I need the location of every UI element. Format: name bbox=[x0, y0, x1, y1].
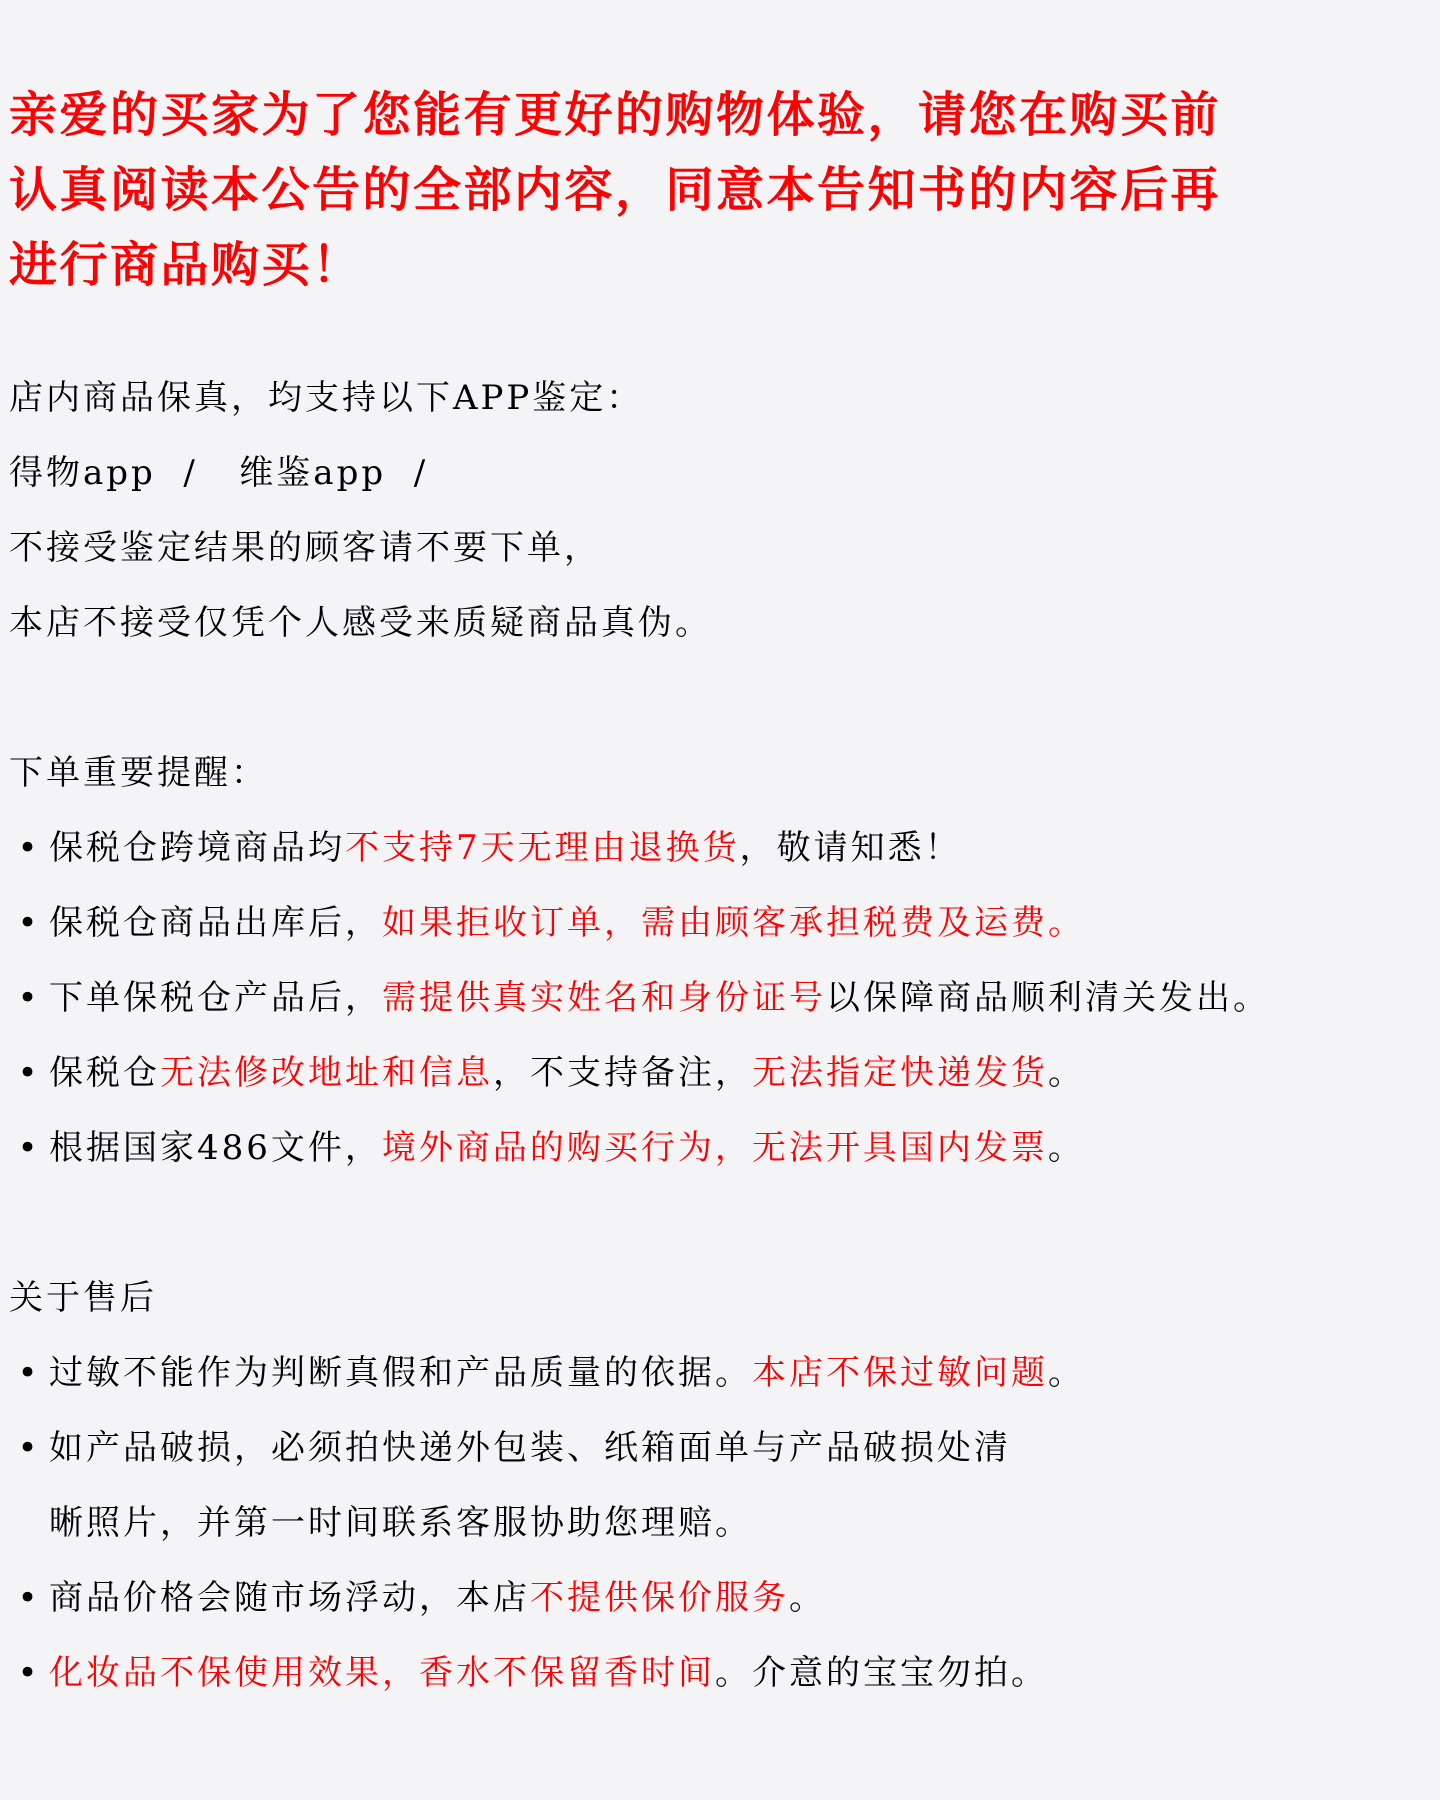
after-sales-item-continuation: 晰照片，并第一时间联系客服协助您理赔。 bbox=[49, 1503, 752, 1543]
order-reminder-item bbox=[9, 886, 1432, 961]
after-sales-title: 关于售后 bbox=[9, 1278, 157, 1318]
authenticity-intro: 店内商品保真，均支持以下APP鉴定： bbox=[9, 378, 644, 418]
bullet-icon: • bbox=[17, 1428, 41, 1468]
appraisal-warning: 本店不接受仅凭个人感受来质疑商品真伪。 bbox=[9, 603, 712, 643]
appraisal-apps: 得物app / 维鉴app / bbox=[9, 453, 429, 493]
after-sales-text: 。介意的宝宝勿拍。 bbox=[715, 1653, 1048, 1693]
reminder-text: 。 bbox=[1047, 1128, 1085, 1168]
after-sales-item bbox=[9, 1636, 1432, 1711]
bullet-icon: • bbox=[17, 903, 41, 943]
headline-line: 认真阅读本公告的全部内容，同意本告知书的内容后再 bbox=[9, 162, 1222, 218]
notice-headline bbox=[9, 78, 1432, 303]
reminder-text: 以保障商品顺利清关发出。 bbox=[826, 978, 1270, 1018]
bullet-icon: • bbox=[17, 828, 41, 868]
appraisal-warning: 不接受鉴定结果的顾客请不要下单， bbox=[9, 528, 601, 568]
bullet-icon: • bbox=[17, 1128, 41, 1168]
reminder-text: 下单保税仓产品后， bbox=[49, 978, 382, 1018]
bullet-icon: • bbox=[17, 1578, 41, 1618]
reminder-text: 保税仓跨境商品均 bbox=[49, 828, 345, 868]
after-sales-text: 过敏不能作为判断真假和产品质量的依据。 bbox=[49, 1353, 752, 1393]
bullet-icon: • bbox=[17, 1353, 41, 1393]
after-sales-section bbox=[9, 1261, 1432, 1711]
after-sales-highlight: 不提供保价服务 bbox=[530, 1578, 789, 1618]
authenticity-section bbox=[9, 361, 1432, 661]
reminder-text: 。 bbox=[1048, 1053, 1085, 1093]
reminder-highlight: 需提供真实姓名和身份证号 bbox=[382, 978, 826, 1018]
reminder-text: 保税仓 bbox=[49, 1053, 160, 1093]
order-reminder-item bbox=[9, 811, 1432, 886]
after-sales-text: 如产品破损，必须拍快递外包装、纸箱面单与产品破损处清 bbox=[49, 1428, 1011, 1468]
bullet-icon: • bbox=[17, 1653, 41, 1693]
reminder-text: ，不支持备注， bbox=[493, 1053, 752, 1093]
order-reminder-item bbox=[9, 1111, 1432, 1186]
reminder-text: 保税仓商品出库后， bbox=[49, 903, 382, 943]
reminder-highlight: 无法指定快递发货 bbox=[752, 1053, 1048, 1093]
order-reminder-item bbox=[9, 961, 1432, 1036]
after-sales-highlight: 本店不保过敏问题 bbox=[752, 1353, 1048, 1393]
reminder-highlight: 如果拒收订单，需由顾客承担税费及运费。 bbox=[382, 903, 1085, 943]
order-reminders-section bbox=[9, 736, 1432, 1186]
reminder-highlight: 不支持7天无理由退换货 bbox=[345, 828, 740, 868]
after-sales-item bbox=[9, 1336, 1432, 1411]
after-sales-text: 。 bbox=[1048, 1353, 1085, 1393]
order-reminders-title: 下单重要提醒： bbox=[9, 753, 268, 793]
after-sales-text: 商品价格会随市场浮动，本店 bbox=[49, 1578, 530, 1618]
headline-line: 亲爱的买家为了您能有更好的购物体验，请您在购买前 bbox=[9, 87, 1222, 143]
bullet-icon: • bbox=[17, 1053, 41, 1093]
order-reminder-item bbox=[9, 1036, 1432, 1111]
reminder-highlight: 境外商品的购买行为，无法开具国内发票 bbox=[381, 1128, 1048, 1168]
after-sales-item bbox=[9, 1561, 1432, 1636]
headline-line: 进行商品购买！ bbox=[9, 237, 363, 293]
reminder-text: ，敬请知悉！ bbox=[739, 828, 962, 868]
after-sales-highlight: 化妆品不保使用效果，香水不保留香时间 bbox=[49, 1653, 715, 1693]
after-sales-item bbox=[9, 1411, 1432, 1486]
after-sales-text: 。 bbox=[789, 1578, 826, 1618]
reminder-highlight: 无法修改地址和信息 bbox=[160, 1053, 493, 1093]
bullet-icon: • bbox=[17, 978, 41, 1018]
reminder-text: 根据国家486文件， bbox=[49, 1128, 382, 1168]
